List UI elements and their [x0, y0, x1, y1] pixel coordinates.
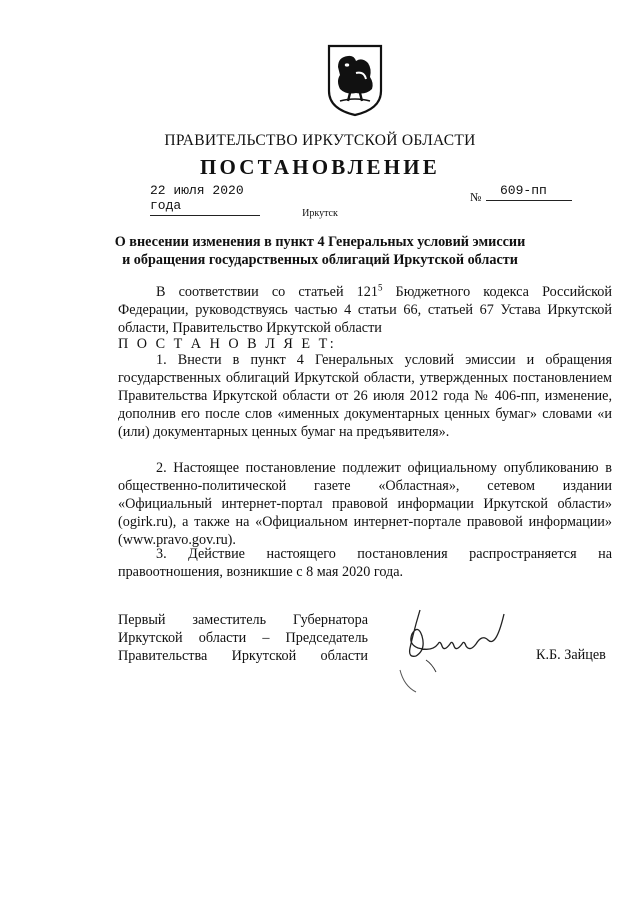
article-superscript: 5 — [377, 282, 383, 293]
government-name: ПРАВИТЕЛЬСТВО ИРКУТСКОЙ ОБЛАСТИ — [164, 132, 476, 149]
preamble-text-1: В соответствии со статьей 121 — [156, 284, 378, 300]
handwritten-signature — [392, 600, 522, 700]
preamble-paragraph — [118, 283, 612, 337]
signatory-position-line: Иркутской области – Председатель — [118, 630, 368, 646]
signatory-position-line: Первый заместитель Губернатора — [118, 612, 368, 628]
preamble-text-2: Бюджетного кодекса Российской Федерации, руководствуясь частью 4 статьи 66, статьей 67 Устава Иркутской области, Правительство Иркутской области — [118, 284, 612, 336]
decree-item-1: 1. Внести в пункт 4 Генеральных условий эмиссии и обращения государственных облигаций Иркутской области, утвержденных постановлением Правительства Иркутской области от 26 июля 2012 года № 406-пп, изменение, дополнив его после слов «именных документарных ценных бумаг» словами «и (или) документарных ценных бумаг на предъявителя». — [118, 352, 612, 440]
document-number: 609-пп — [486, 183, 572, 201]
signatory-position-line: Правительства Иркутской области — [118, 648, 368, 664]
decree-item-2: 2. Настоящее постановление подлежит официальному опубликованию в общественно-политической газете «Областная», сетевом издании «Официальный интернет-портал правовой информации Иркутской области» (ogirk.ru), а также на «Официальном интернет-портале правовой информации» (www.pravo.gov.ru). — [118, 460, 612, 548]
decree-word: П О С Т А Н О В Л Я Е Т: — [118, 336, 337, 352]
coat-of-arms-emblem — [326, 43, 384, 117]
signatory-name: К.Б. Зайцев — [536, 647, 606, 663]
signatory-position — [118, 611, 368, 665]
document-type-title: ПОСТАНОВЛЕНИЕ — [199, 155, 441, 179]
decree-item-3: 3. Действие настоящего постановления распространяется на правоотношения, возникшие с 8 мая 2020 года. — [118, 546, 612, 580]
document-heading: О внесении изменения в пункт 4 Генеральных условий эмиссии и обращения государственных облигаций Иркутской области — [114, 234, 526, 268]
number-sign: № — [470, 190, 482, 204]
city-name: Иркутск — [302, 208, 338, 219]
document-date: 22 июля 2020 года — [150, 183, 260, 216]
